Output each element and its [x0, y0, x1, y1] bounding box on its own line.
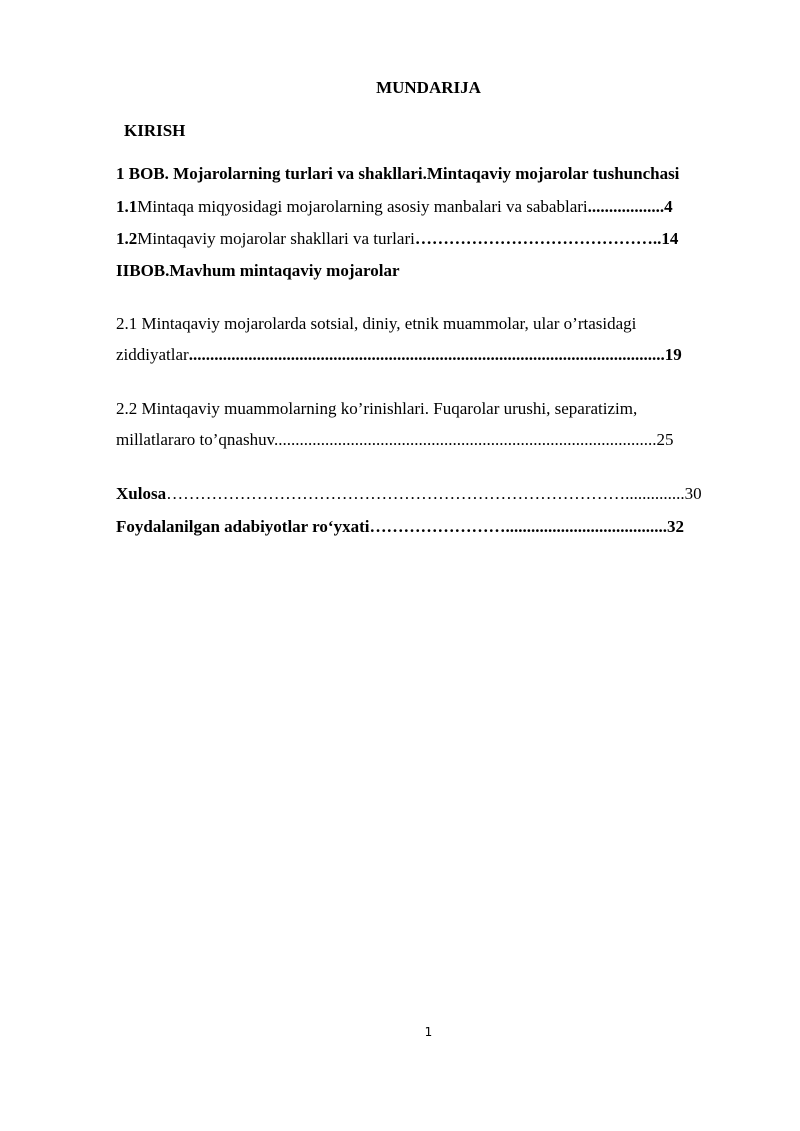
toc-bob2-heading: IIBOB.Mavhum mintaqaviy mojarolar: [116, 261, 400, 280]
document-title: MUNDARIJA: [376, 78, 481, 97]
toc-entry-1-2: [116, 229, 678, 249]
toc-kirish: KIRISH: [124, 121, 186, 140]
toc-page-number: 32: [666, 517, 684, 536]
page-number: 1: [424, 1025, 433, 1039]
toc-page-number: 4: [664, 197, 673, 216]
toc-page-number: 14: [661, 229, 679, 248]
toc-entry-2-1-line2: [116, 345, 682, 365]
toc-leader-dots: ……………………......................................: [369, 517, 667, 536]
toc-entry-text: Mintaqa miqyosidagi mojarolarning asosiy manbalari va sabablari: [137, 197, 588, 216]
toc-bob1-heading: 1 BOB. Mojarolarning turlari va shakllari.Mintaqaviy mojarolar tushunchasi: [116, 164, 680, 183]
toc-entry-1-1: [116, 197, 673, 217]
toc-leader-dots: ..........................................................................................: [274, 430, 657, 449]
toc-entry-text: Foydalanilgan adabiyotlar ro‘yxati: [116, 517, 370, 536]
toc-entry-text: Mintaqaviy mojarolar shakllari va turlari: [137, 229, 415, 248]
toc-entry-2-2-line2: [116, 430, 674, 450]
toc-entry-2-1-line1: 2.1 Mintaqaviy mojarolarda sotsial, diniy, etnik muammolar, ular o’rtasidagi: [116, 314, 637, 333]
toc-entry-text: millatlararo to’qnashuv: [116, 430, 274, 449]
toc-entry-2-2-line1: 2.2 Mintaqaviy muammolarning ko’rinishlari. Fuqarolar urushi, separatizim,: [116, 399, 638, 418]
toc-entry-adabiyotlar: [116, 517, 684, 537]
toc-leader-dots: ................................................................................................................: [188, 345, 665, 364]
toc-entry-text: ziddiyatlar: [116, 345, 189, 364]
toc-entry-xulosa: [116, 484, 702, 504]
toc-entry-text: Xulosa: [116, 484, 167, 503]
toc-page-number: 25: [656, 430, 674, 449]
toc-leader-dots: ..................: [587, 197, 665, 216]
toc-leader-dots: ………………………………………………………………………..............: [166, 484, 685, 503]
toc-entry-number: 1.2: [116, 229, 138, 248]
toc-leader-dots: ……………………………………..: [414, 229, 662, 248]
toc-entry-number: 1.1: [116, 197, 138, 216]
toc-page-number: 19: [664, 345, 682, 364]
toc-page-number: 30: [684, 484, 702, 503]
